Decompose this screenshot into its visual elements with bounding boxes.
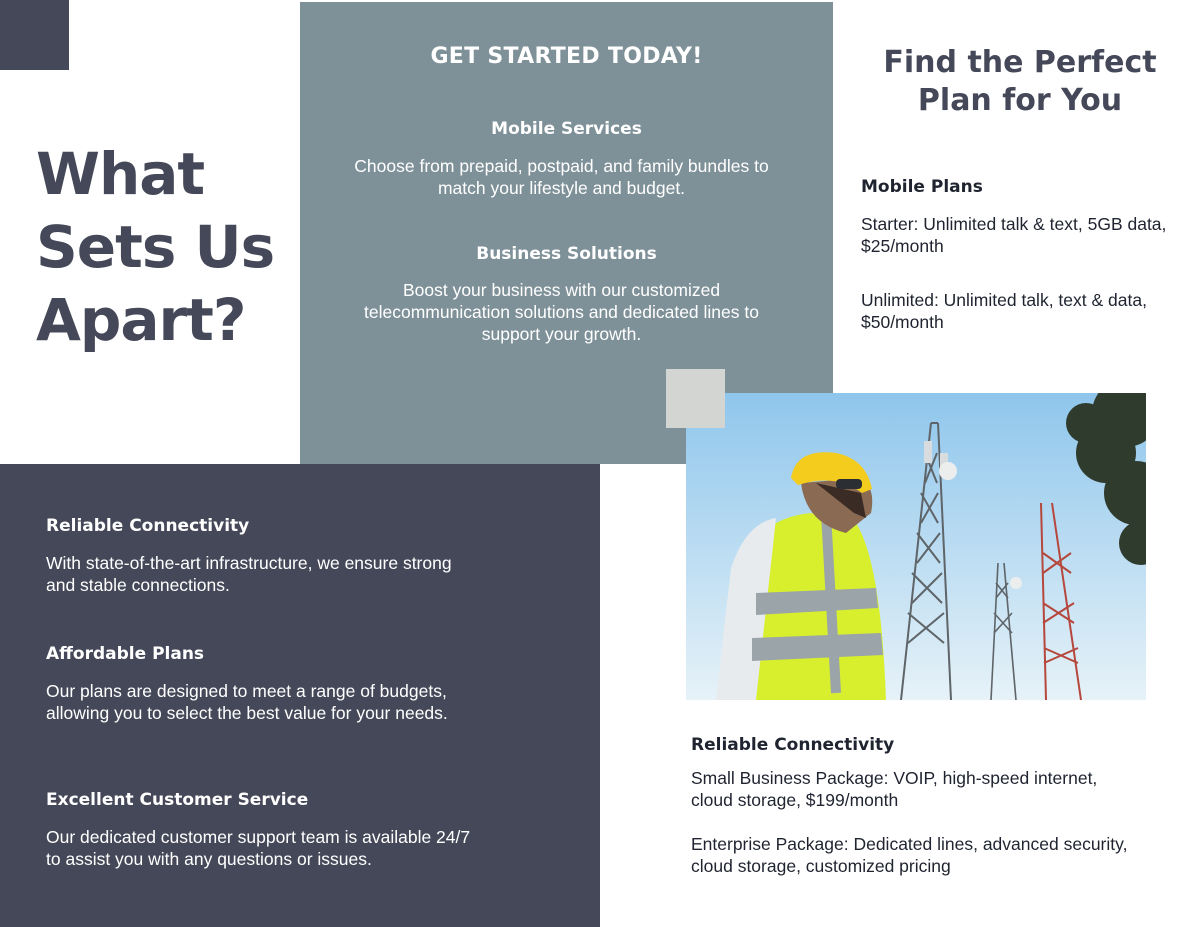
starter-plan-text: Starter: Unlimited talk & text, 5GB data, $25/month [861, 214, 1167, 256]
enterprise-package-text: Enterprise Package: Dedicated lines, advanced security, cloud storage, customized pricing [691, 834, 1128, 876]
feature-text-affordable: Our plans are designed to meet a range of budgets, allowing you to select the best value for your needs. [46, 681, 448, 723]
technician-tower-photo [686, 393, 1146, 700]
business-solutions-text: Boost your business with our customized telecommunication solutions and dedicated lines to support your growth. [364, 280, 759, 344]
feature-title-affordable: Affordable Plans [46, 644, 205, 664]
corner-accent-block [0, 0, 69, 70]
headline-line-1: What [36, 140, 205, 208]
business-plans-title: Reliable Connectivity [691, 735, 895, 755]
mobile-services-text: Choose from prepaid, postpaid, and family bundles to match your lifestyle and budget. [354, 156, 769, 198]
features-panel [0, 464, 600, 927]
photo-illustration [686, 393, 1146, 700]
headline [36, 138, 296, 357]
headline-line-2: Sets Us [36, 213, 275, 281]
small-business-package-text: Small Business Package: VOIP, high-speed internet, cloud storage, $199/month [691, 768, 1098, 810]
feature-title-service: Excellent Customer Service [46, 790, 309, 810]
plans-heading [860, 44, 1180, 120]
feature-text-connectivity: With state-of-the-art infrastructure, we ensure strong and stable connections. [46, 553, 452, 595]
plans-heading-line-1: Find the Perfect [883, 45, 1157, 80]
photo-corner-tab [666, 369, 725, 428]
headline-line-3: Apart? [36, 286, 246, 354]
business-solutions-title: Business Solutions [476, 244, 657, 264]
get-started-title: GET STARTED TODAY! [430, 44, 703, 69]
feature-text-service: Our dedicated customer support team is available 24/7 to assist you with any questions or issues. [46, 827, 471, 869]
mobile-services-title: Mobile Services [491, 119, 642, 139]
unlimited-plan-text: Unlimited: Unlimited talk, text & data, $50/month [861, 290, 1147, 332]
plans-heading-line-2: Plan for You [917, 83, 1123, 118]
feature-title-connectivity: Reliable Connectivity [46, 516, 250, 536]
mobile-plans-title: Mobile Plans [861, 177, 983, 197]
